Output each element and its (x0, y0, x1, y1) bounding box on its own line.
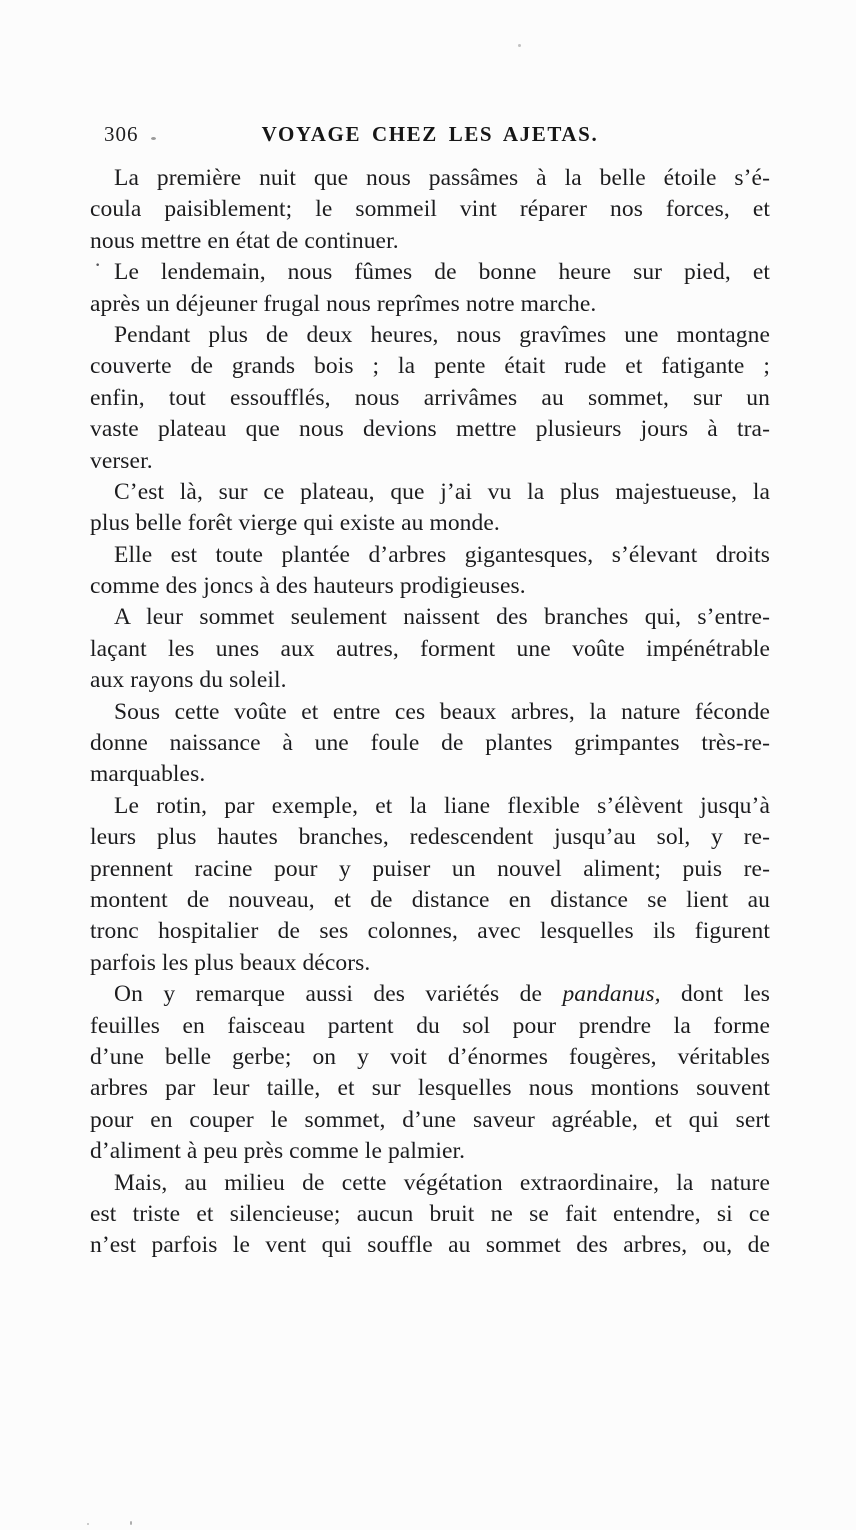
paragraph (90, 791, 770, 979)
text-line: après un déjeuner frugal nous reprîmes notre marche. (90, 290, 597, 317)
text-line: coula paisiblement; le sommeil vint réparer nos forces, et (90, 196, 770, 223)
paragraph (90, 697, 770, 791)
text-line: est triste et silencieuse; aucun bruit ne se fait entendre, si ce (90, 1200, 770, 1227)
text-line: d’aliment à peu près comme le palmier. (90, 1138, 466, 1165)
page-body-text (90, 163, 770, 1262)
text-line: laçant les unes aux autres, forment une voûte impénétrable (90, 635, 770, 662)
text-line: leurs plus hautes branches, redescendent jusqu’au sol, y re- (90, 824, 770, 851)
text-line: C’est là, sur ce plateau, que j’ai vu la plus majestueuse, la (114, 478, 770, 505)
text-line: arbres par leur taille, et sur lesquelles nous montions souvent (90, 1075, 770, 1102)
paragraph (90, 477, 770, 540)
text-line: enfin, tout essoufflés, nous arrivâmes au sommet, sur un (90, 384, 770, 411)
text-line: Sous cette voûte et entre ces beaux arbres, la nature féconde (114, 698, 770, 725)
text-line: parfois les plus beaux décors. (90, 949, 371, 976)
scan-speck (151, 137, 156, 140)
scan-speck (87, 1523, 89, 1525)
text-line: donne naissance à une foule de plantes grimpantes très-re- (90, 730, 770, 757)
text-segment: On y remarque aussi des variétés de (114, 981, 563, 1008)
text-line: Le rotin, par exemple, et la liane flexible s’élèvent jusqu’à (114, 792, 770, 819)
scan-speck (130, 1521, 132, 1525)
paragraph (90, 602, 770, 696)
paragraph (90, 979, 770, 1167)
text-line (90, 979, 770, 1010)
text-line: comme des joncs à des hauteurs prodigieuses. (90, 573, 526, 600)
margin-mark: · (94, 252, 102, 277)
text-line: La première nuit que nous passâmes à la belle étoile s’é- (114, 165, 770, 191)
text-line: verser. (90, 447, 153, 474)
paragraph (90, 163, 770, 257)
text-line: prennent racine pour y puiser un nouvel aliment; puis re- (90, 855, 770, 882)
text-line: nous mettre en état de continuer. (90, 227, 399, 254)
text-line: n’est parfois le vent qui souffle au sommet des arbres, ou, de (90, 1232, 770, 1259)
page-number: 306 (104, 122, 139, 146)
text-line: d’une belle gerbe; on y voit d’énormes fougères, véritables (90, 1043, 770, 1070)
paragraph (90, 1168, 770, 1262)
text-line: marquables. (90, 761, 206, 788)
text-line: Mais, au milieu de cette végétation extraordinaire, la nature (114, 1169, 770, 1196)
text-column (90, 0, 770, 1262)
paragraph (90, 320, 770, 477)
text-line: couverte de grands bois ; la pente était rude et fatigante ; (90, 353, 770, 380)
text-line: montent de nouveau, et de distance en distance se lient au (90, 886, 770, 913)
text-line: aux rayons du soleil. (90, 667, 287, 694)
text-line: Pendant plus de deux heures, nous gravîmes une montagne (114, 321, 770, 348)
running-title: VOYAGE CHEZ LES AJETAS. (261, 122, 599, 146)
text-segment: dont les (660, 981, 770, 1008)
scan-speck (518, 44, 521, 47)
text-line: plus belle forêt vierge qui existe au monde. (90, 510, 500, 537)
text-line: pour en couper le sommet, d’une saveur agréable, et qui sert (90, 1106, 770, 1133)
text-line: Elle est toute plantée d’arbres gigantesques, s’élevant droits (114, 541, 770, 568)
text-line: vaste plateau que nous devions mettre plusieurs jours à tra- (90, 416, 770, 443)
running-head (90, 122, 770, 150)
text-line: A leur sommet seulement naissent des branches qui, s’entre- (114, 604, 770, 631)
text-line: tronc hospitalier de ses colonnes, avec lesquelles ils figurent (90, 918, 770, 945)
latin-term-italic: pandanus, (562, 981, 661, 1008)
paragraph (90, 540, 770, 603)
text-line: Le lendemain, nous fûmes de bonne heure sur pied, et (114, 259, 770, 286)
text-line: feuilles en faisceau partent du sol pour prendre la forme (90, 1012, 770, 1039)
paragraph (90, 257, 770, 320)
